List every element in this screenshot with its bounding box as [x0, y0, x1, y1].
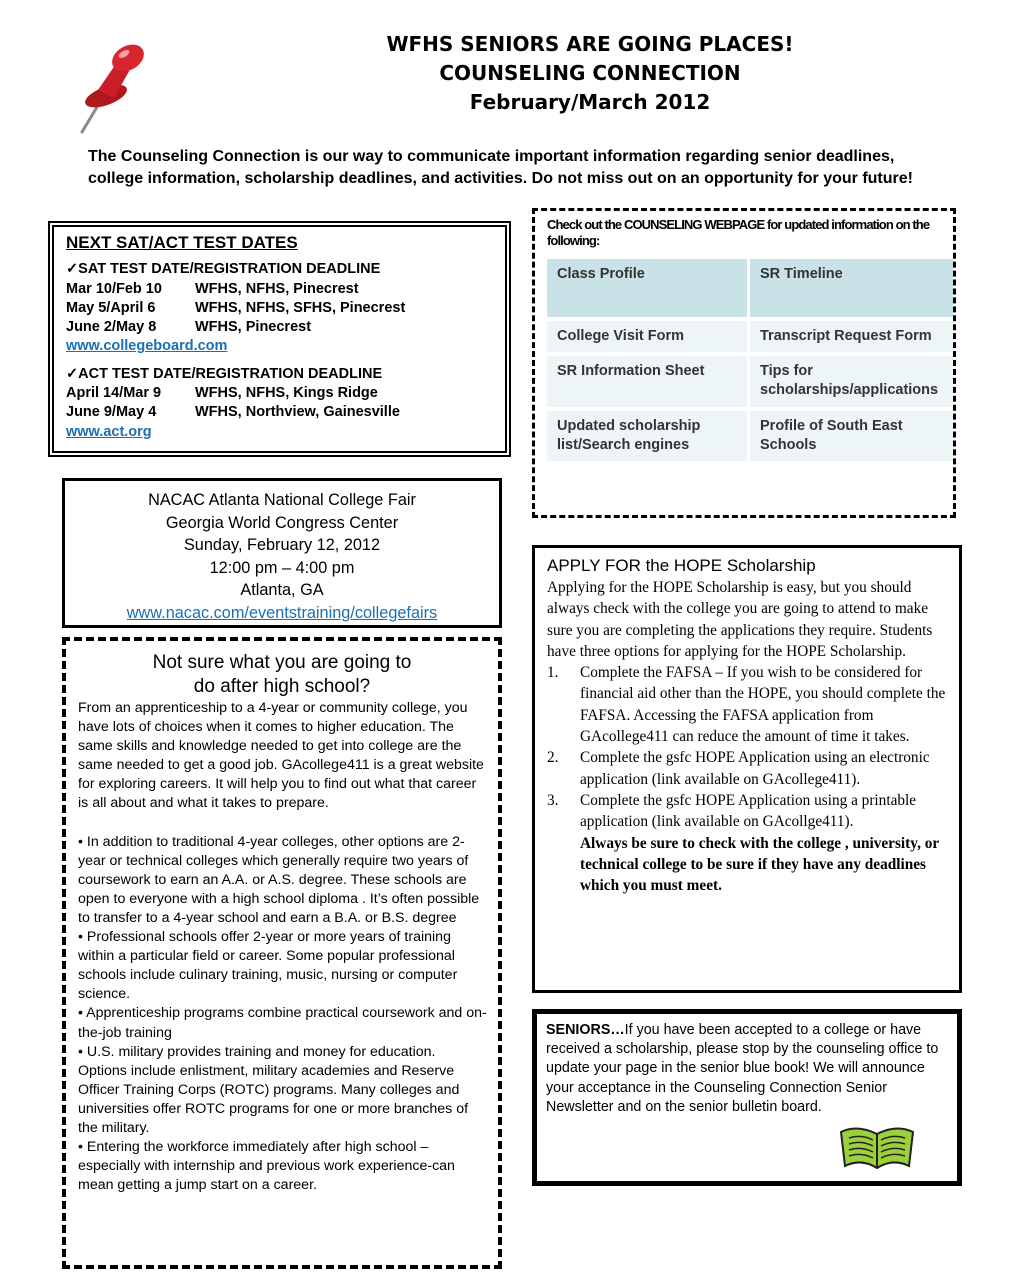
hope-title: APPLY FOR the HOPE Scholarship	[547, 556, 816, 575]
table-cell: Updated scholarship list/Search engines	[547, 411, 750, 465]
fair-time: 12:00 pm – 4:00 pm	[209, 558, 355, 577]
page-subtitle: COUNSELING CONNECTION	[439, 61, 741, 85]
list-item: 2. Complete the gsfc HOPE Application using an electronic application (link available on GAcollege411).	[547, 749, 930, 788]
sat-date-row: May 5/April 6 WFHS, NFHS, SFHS, Pinecrest	[66, 299, 406, 316]
collegeboard-link[interactable]: www.collegeboard.com	[66, 338, 228, 355]
fair-date: Sunday, February 12, 2012	[183, 536, 381, 554]
table-cell: Tips for scholarships/applications	[750, 356, 953, 410]
table-row	[547, 356, 953, 410]
career-options-box	[62, 637, 502, 1269]
fair-name: NACAC Atlanta National College Fair	[148, 491, 416, 509]
table-row	[547, 411, 953, 465]
list-item: • Professional schools offer 2-year or more years of training within a particular field or career. Some popular professional schools include culinary training, music, nursing or computer science.	[78, 929, 458, 1003]
hope-options-list	[547, 662, 949, 832]
hope-note: Always be sure to check with the college , university, or technical college to be sure if they have any deadlines which you must meet.	[580, 834, 939, 895]
newsletter-header	[280, 30, 900, 117]
counseling-webpage-box	[532, 208, 956, 518]
sat-heading: ✓SAT TEST DATE/REGISTRATION DEADLINE	[66, 261, 381, 278]
intro-paragraph: The Counseling Connection is our way to communicate important information regarding senior deadlines, college information, scholarship deadlines, and activities. Do not miss out on an opportunity for your future!	[88, 148, 913, 187]
list-item: • Entering the workforce immediately after high school – especially with internship and previous work experience-can mean getting a jump start on a career.	[78, 1139, 455, 1194]
seniors-notice-box	[532, 1009, 962, 1186]
fair-venue: Georgia World Congress Center	[165, 513, 399, 532]
act-date-row: April 14/Mar 9 WFHS, NFHS, Kings Ridge	[66, 385, 378, 402]
resources-table	[547, 259, 953, 465]
nacac-link[interactable]: www.nacac.com/eventstraining/collegefairs	[126, 603, 438, 622]
hope-scholarship-box	[532, 545, 962, 993]
list-item: • Apprenticeship programs combine practical coursework and on-the-job training	[78, 1005, 487, 1041]
sat-date-row: Mar 10/Feb 10 WFHS, NFHS, Pinecrest	[66, 280, 359, 297]
table-cell: SR Timeline	[750, 259, 953, 321]
career-options-title: Not sure what you are going to do after high school?	[152, 652, 412, 697]
sat-date-row: June 2/May 8 WFHS, Pinecrest	[66, 319, 312, 336]
hope-intro: Applying for the HOPE Scholarship is easy, but you should always check with the college you are going to attend to make sure you are completing the applications they require. Students have three options for applying for the HOPE Scholarship.	[547, 579, 933, 660]
seniors-notice: SENIORS…If you have been accepted to a college or have received a scholarship, please stop by the counseling office to update your page in the senior blue book! We will announce your acceptance in the Counseling Connection Senior Newsletter and on the senior bulletin board.	[546, 1022, 939, 1115]
table-cell: College Visit Form	[547, 321, 750, 356]
table-cell: Profile of South East Schools	[750, 411, 953, 465]
career-options-intro: From an apprenticeship to a 4-year or community college, you have lots of choices when it comes to higher education. The same skills and knowledge needed to get into college are the same needed to get a good job. GAcollege411 is a great website for exploring careers. It will help you to find out what that career is all about and what it takes to prepare.	[78, 700, 484, 812]
table-row	[547, 321, 953, 356]
table-cell: Transcript Request Form	[750, 321, 953, 356]
table-cell: Class Profile	[547, 259, 750, 321]
list-item: • U.S. military provides training and money for education. Options include enlistment, military academies and Reserve Officer Training Corps (ROTC) programs. Many colleges and universities offer ROTC programs for one or more branches of the military.	[78, 1043, 469, 1136]
test-dates-title: NEXT SAT/ACT TEST DATES	[66, 233, 298, 252]
open-book-icon	[837, 1122, 917, 1172]
college-fair-box	[62, 478, 502, 628]
list-item: 1. Complete the FAFSA – If you wish to be considered for financial aid other than the HOPE, you should complete the FAFSA. Accessing the FAFSA application from GAcollege411 can reduce the amount of time it takes.	[547, 664, 946, 746]
table-row	[547, 259, 953, 321]
list-item: • In addition to traditional 4-year colleges, other options are 2-year or technical colleges which generally require two years of coursework to earn an A.A. or A.S. degree. These schools are open to everyone with a high school diploma . It’s often possible to transfer to a 4-year school and earn a B.A. or B.S. degree	[78, 833, 480, 926]
act-date-row: June 9/May 4 WFHS, Northview, Gainesville	[66, 404, 400, 421]
act-link[interactable]: www.act.org	[66, 423, 152, 440]
table-cell: SR Information Sheet	[547, 356, 750, 410]
webpage-heading: Check out the COUNSELING WEBPAGE for updated information on the following:	[547, 217, 930, 248]
act-heading: ✓ACT TEST DATE/REGISTRATION DEADLINE	[66, 365, 383, 382]
test-dates-box	[48, 221, 511, 457]
pushpin-icon	[70, 40, 160, 140]
list-item: 3. Complete the gsfc HOPE Application using a printable application (link available on GAcollge411).	[547, 791, 917, 831]
page-title: WFHS SENIORS ARE GOING PLACES!	[386, 32, 794, 56]
issue-date: February/March 2012	[469, 90, 711, 114]
fair-location: Atlanta, GA	[240, 581, 324, 599]
